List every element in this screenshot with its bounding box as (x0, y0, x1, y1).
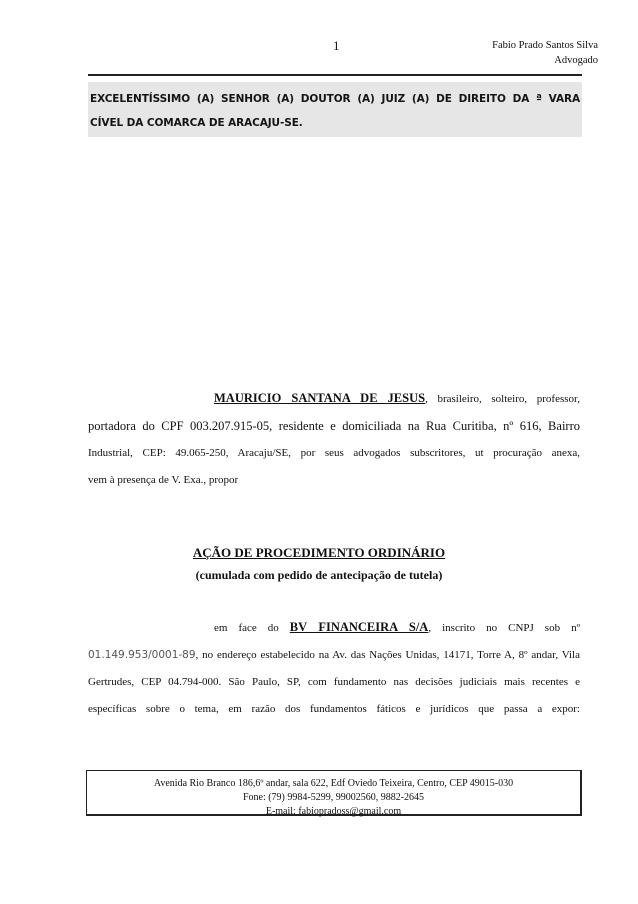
plaintiff-line-1: MAURICIO SANTANA DE JESUS, brasileiro, solteiro, professor, (214, 391, 580, 405)
footer-phones: Fone: (79) 9984-5299, 99002560, 9882-2645 (242, 792, 425, 803)
defendant-line-3: Gertrudes, CEP 04.794-000. São Paulo, SP, com fundamento nas decisões judiciais mais recentes e (88, 676, 580, 688)
plaintiff-line-3: Industrial, CEP: 49.065-250, Aracaju/SE, por seus advogados subscritores, ut procuração anexa, (88, 447, 580, 459)
author-block (492, 38, 598, 68)
author-title: Advogado (554, 55, 598, 66)
addressee-line-2: CÍVEL DA COMARCA DE ARACAJU-SE. (90, 117, 303, 129)
action-title: AÇÃO DE PROCEDIMENTO ORDINÁRIO (192, 545, 446, 560)
page-number: 1 (333, 38, 340, 53)
addressee-heading (88, 82, 582, 137)
defendant-name: BV FINANCEIRA S/A (289, 620, 429, 634)
plaintiff-line-2: portadora do CPF 003.207.915-05, residente e domiciliada na Rua Curitiba, nº 616, Bairro (88, 419, 580, 433)
plaintiff-paragraph (88, 385, 580, 494)
defendant-cnpj: 01.149.953/0001-89 (88, 649, 196, 661)
footer-contact-box (86, 770, 582, 816)
defendant-line-4: específicas sobre o tema, em razão dos fundamentos fáticos e jurídicos que passa a expor: (88, 703, 580, 715)
addressee-line-1: EXCELENTÍSSIMO (A) SENHOR (A) DOUTOR (A) JUIZ (A) DE DIREITO DA ª VARA (90, 93, 580, 105)
footer-email: E-mail: fabiopradoss@gmail.com (265, 806, 402, 817)
defendant-line-1: em face do BV FINANCEIRA S/A, inscrito no CNPJ sob nº (214, 620, 581, 634)
defendant-line-2: 01.149.953/0001-89, no endereço estabelecido na Av. das Nações Unidas, 14171, Torre A, 8º andar, Vila (88, 649, 580, 661)
plaintiff-name: MAURICIO SANTANA DE JESUS (214, 391, 426, 405)
footer-address: Avenida Rio Branco 186,6º andar, sala 622, Edf Oviedo Teixeira, Centro, CEP 49015-030 (153, 778, 514, 789)
author-name: Fabio Prado Santos Silva (492, 40, 598, 51)
defendant-paragraph (88, 614, 580, 723)
action-subtitle: (cumulada com pedido de antecipação de tutela) (195, 568, 443, 582)
header-rule (88, 74, 582, 76)
plaintiff-line-4: vem à presença de V. Exa., propor (88, 474, 239, 486)
